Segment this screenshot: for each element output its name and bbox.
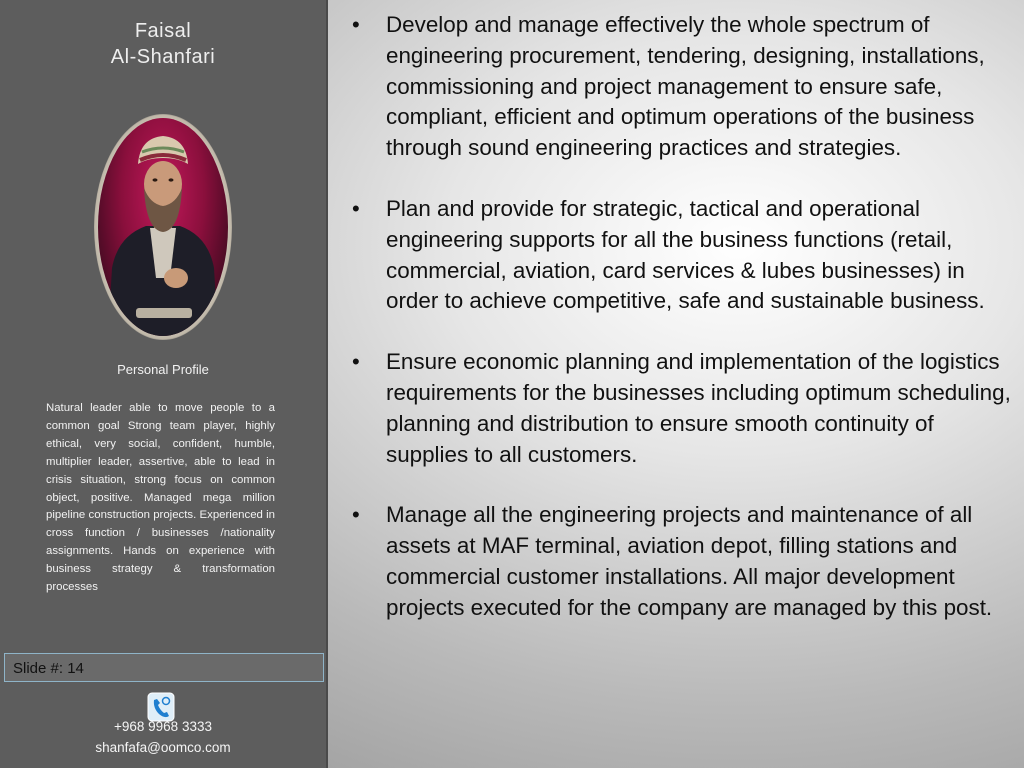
portrait-frame — [94, 114, 232, 340]
personal-profile-heading: Personal Profile — [117, 362, 209, 377]
responsibility-item — [350, 347, 1015, 470]
profile-photo — [98, 118, 228, 336]
responsibilities-list — [350, 10, 1015, 654]
contact-phone: +968 9968 3333 — [114, 719, 212, 734]
profile-last-name: Al-Shanfari — [110, 46, 216, 68]
personal-profile-summary: Natural leader able to move people to a common goal Strong team player, highly ethical, very social, confident, humble, multiplier leader, assertive, able to lead in crisis situation, strong focus on common object, positive. Managed mega million pipeline construction projects. Experienced in cross function / businesses /nationality assignments. Hands on experience with business strategy & transformation processes — [46, 402, 275, 594]
bullet-icon: • — [352, 12, 360, 37]
responsibility-item — [350, 194, 1015, 317]
slide-number-label: Slide #: 14 — [13, 660, 84, 677]
responsibility-text: Ensure economic planning and implementation of the logistics requirements for the businesses including optimum scheduling, planning and distribution to ensure smooth continuity of supplies to all customers. — [386, 349, 1011, 467]
portrait-illustration — [98, 118, 228, 336]
profile-first-name: Faisal — [134, 20, 192, 42]
phone-contact-icon — [147, 692, 175, 722]
slide-number-box — [4, 653, 324, 682]
responsibility-text: Develop and manage effectively the whole spectrum of engineering procurement, tendering, designing, installations, commissioning and project management to ensure safe, compliant, efficient and optimum operations of the business through sound engineering practices and strategies. — [386, 12, 985, 161]
responsibility-text: Manage all the engineering projects and maintenance of all assets at MAF terminal, aviation depot, filling stations and commercial customer installations. All major development projects executed for the company are managed by this post. — [386, 502, 993, 620]
responsibility-text: Plan and provide for strategic, tactical and operational engineering supports for all the business functions (retail, commercial, aviation, card services & lubes businesses) in order to achieve competitive, safe and sustainable business. — [386, 195, 985, 314]
responsibility-item — [350, 10, 1015, 164]
responsibility-item — [350, 500, 1015, 623]
bullet-icon: • — [352, 349, 360, 375]
bullet-icon: • — [352, 195, 360, 221]
bullet-icon: • — [352, 502, 360, 528]
profile-sidebar — [0, 0, 328, 768]
contact-email[interactable]: shanfafa@oomco.com — [95, 740, 231, 755]
